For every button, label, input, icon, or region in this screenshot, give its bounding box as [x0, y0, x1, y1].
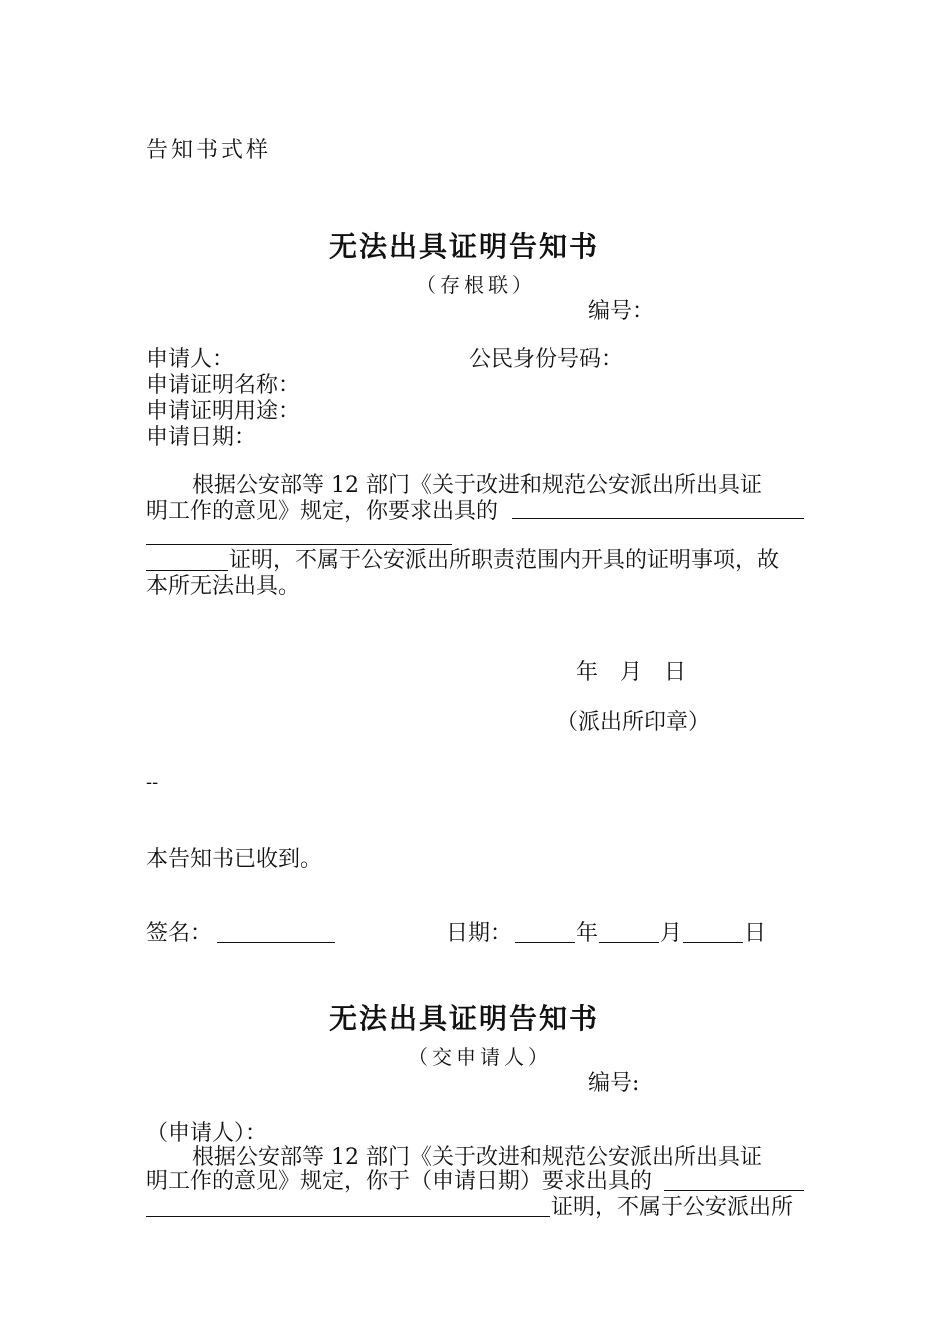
blank-line	[146, 570, 228, 571]
applicant-copy-body-line-1: 根据公安部等 12 部门《关于改进和规范公安派出所出具证	[192, 1145, 762, 1170]
addressee-label: （申请人）：	[146, 1121, 268, 1146]
year-field[interactable]	[515, 942, 575, 943]
month-label: 月	[660, 921, 683, 946]
separator-mark: --	[146, 772, 159, 793]
stub-body-line-2: 明工作的意见》规定，你要求出具的	[146, 499, 499, 524]
month-field[interactable]	[599, 942, 659, 943]
stub-body-line-4: 本所无法出具。	[146, 574, 301, 599]
blank-line	[664, 1190, 804, 1191]
applicant-copy-body-line-3: 证明，不属于公安派出所	[551, 1195, 794, 1220]
applicant-label: 申请人：	[146, 347, 235, 372]
signature-label: 签名：	[146, 921, 213, 946]
applicant-copy-title: 无法出具证明告知书	[329, 1002, 600, 1035]
police-seal-label: （派出所印章）	[556, 710, 711, 735]
receipt-date-label: 日期：	[446, 921, 513, 946]
cert-purpose-label: 申请证明用途：	[146, 399, 301, 424]
receipt-text: 本告知书已收到。	[146, 847, 323, 872]
document-heading: 告知书式样	[146, 138, 272, 163]
signature-field[interactable]	[217, 942, 335, 943]
day-field[interactable]	[683, 942, 743, 943]
stub-body-line-3: 证明，不属于公安派出所职责范围内开具的证明事项，故	[229, 548, 780, 573]
blank-line	[146, 544, 452, 545]
applicant-copy-body-line-2: 明工作的意见》规定，你于（申请日期）要求出具的	[146, 1169, 653, 1194]
day-label: 日	[744, 921, 767, 946]
applicant-copy-subtitle: （交申请人）	[408, 1045, 552, 1069]
stub-date-line: 年 月 日	[576, 660, 687, 685]
id-number-label: 公民身份号码：	[469, 347, 624, 372]
applicant-copy-number-label: 编号:	[588, 1071, 640, 1096]
stub-title: 无法出具证明告知书	[329, 230, 600, 263]
year-label: 年	[576, 921, 599, 946]
stub-number-label: 编号：	[588, 299, 655, 324]
blank-line	[512, 518, 804, 519]
cert-name-label: 申请证明名称：	[146, 373, 301, 398]
stub-subtitle: （存根联）	[416, 273, 536, 297]
blank-line	[146, 1216, 550, 1217]
apply-date-label: 申请日期：	[146, 425, 257, 450]
stub-body-line-1: 根据公安部等 12 部门《关于改进和规范公安派出所出具证	[192, 473, 762, 498]
